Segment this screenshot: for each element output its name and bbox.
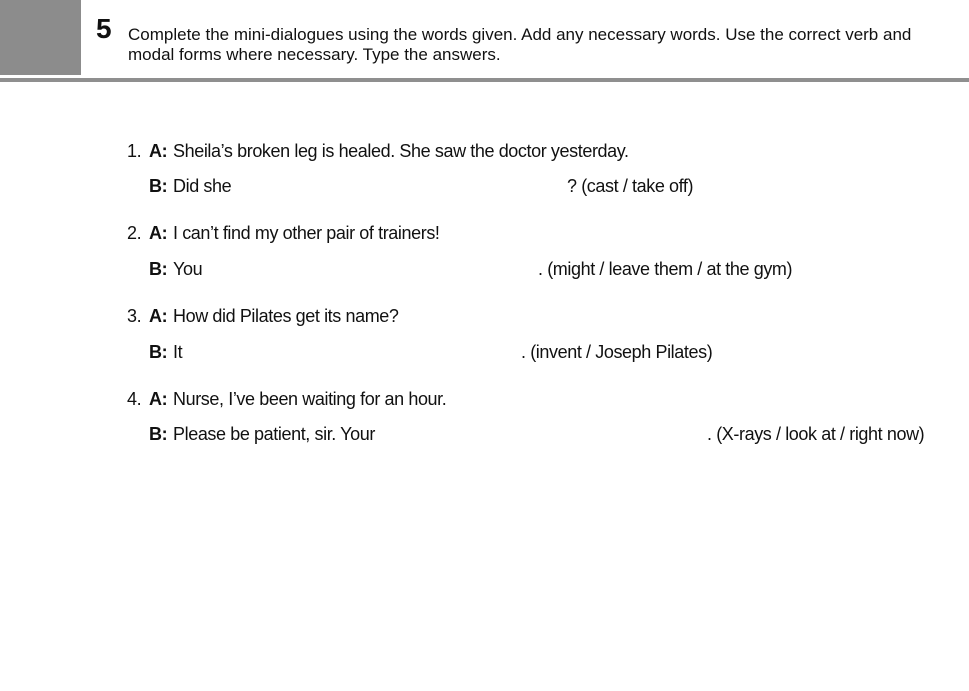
header-divider [0,78,969,82]
answer-blank[interactable] [374,423,702,445]
prompt-words: . (invent / Joseph Pilates) [521,342,713,362]
item-number: 4. [127,389,142,409]
prompt-words: ? (cast / take off) [567,176,694,196]
item-number: 1. [127,141,142,161]
speaker-a-label: A: [149,141,168,161]
speaker-a-label: A: [149,389,168,409]
speaker-a-text: Sheila’s broken leg is healed. She saw the doctor yesterday. [173,141,629,161]
exercise-number: 5 [96,13,112,44]
exercise-instructions: Complete the mini-dialogues using the words given. Add any necessary words. Use the correct verb and modal forms where necessary. Type the answers. [128,25,912,64]
speaker-a-text: How did Pilates get its name? [173,306,399,326]
speaker-b-label: B: [149,342,168,362]
speaker-b-text: It [173,342,183,362]
exercise-header [0,0,969,80]
speaker-a-text: Nurse, I’ve been waiting for an hour. [173,389,447,409]
speaker-a-text: I can’t find my other pair of trainers! [173,223,440,243]
prompt-words: . (might / leave them / at the gym) [538,259,793,279]
item-number: 2. [127,223,142,243]
speaker-b-label: B: [149,424,168,444]
speaker-b-label: B: [149,259,168,279]
speaker-b-label: B: [149,176,168,196]
answer-blank[interactable] [205,258,533,280]
answer-blank[interactable] [188,341,516,363]
item-number: 3. [127,306,142,326]
speaker-b-text: Did she [173,176,232,196]
speaker-b-text: Please be patient, sir. Your [173,424,375,444]
speaker-b-text: You [173,259,203,279]
speaker-a-label: A: [149,306,168,326]
answer-blank[interactable] [232,175,562,197]
prompt-words: . (X-rays / look at / right now) [707,424,925,444]
header-gray-block [0,0,81,75]
speaker-a-label: A: [149,223,168,243]
